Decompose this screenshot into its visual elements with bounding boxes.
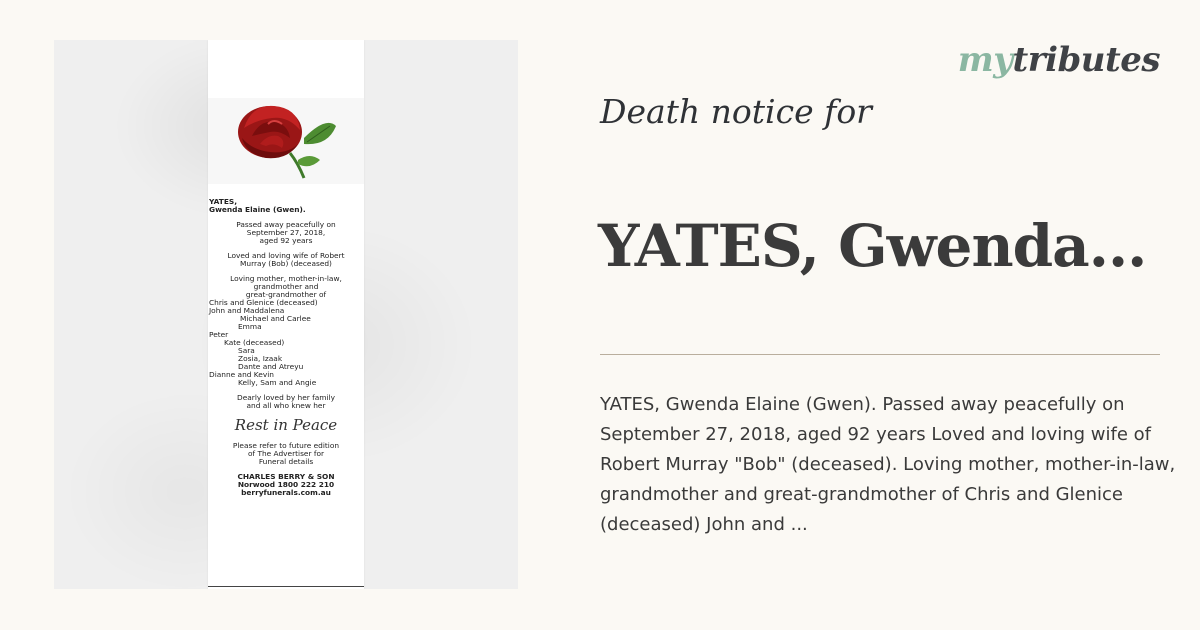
clipping-line: Michael and Carlee [240, 314, 311, 323]
red-rose-icon [208, 98, 364, 184]
logo-my: my [957, 40, 1013, 80]
clipping-text [208, 198, 364, 497]
clipping-line: Dante and Atreyu [238, 362, 304, 371]
clipping-line: Funeral details [258, 457, 314, 466]
funeral-director-phone: Norwood 1800 222 210 [237, 480, 335, 489]
clipping-line: Sara [238, 346, 255, 355]
clipping-line: Passed away peacefully on [236, 220, 336, 229]
clipping-line: and all who knew her [246, 401, 326, 410]
clipping-line: Kelly, Sam and Angie [238, 378, 317, 387]
clipping-line: Loving mother, mother-in-law, [230, 274, 342, 283]
clipping-line: Loved and loving wife of Robert [227, 251, 345, 260]
rest-in-peace: Rest in Peace [234, 416, 338, 434]
clipping-line: aged 92 years [259, 236, 313, 245]
clipping-line: Peter [209, 330, 229, 339]
clipping-line: John and Maddalena [209, 306, 285, 315]
clipping-line: Emma [238, 322, 262, 331]
logo-tributes: tributes [1012, 40, 1160, 80]
clipping-line: Dianne and Kevin [209, 370, 274, 379]
clipping-line: Please refer to future edition [232, 441, 340, 450]
mytributes-logo [958, 40, 1160, 80]
clipping-line: grandmother and [253, 282, 319, 291]
clipping-line: September 27, 2018, [246, 228, 326, 237]
clipping-line: Chris and Glenice (deceased) [209, 298, 318, 307]
funeral-director-site: berryfunerals.com.au [241, 488, 331, 497]
clipping-line: great-grandmother of [245, 290, 327, 299]
notice-image-panel [54, 40, 518, 589]
notice-type-label: Death notice for [600, 92, 872, 131]
clipping-line: Kate (deceased) [224, 338, 285, 347]
divider [600, 354, 1160, 355]
clipping-line: Dearly loved by her family [237, 393, 335, 402]
clipping-surname: YATES, [209, 197, 238, 206]
newspaper-clipping [208, 40, 364, 589]
clipping-line: Murray (Bob) (deceased) [240, 259, 332, 268]
clipping-fullname: Gwenda Elaine (Gwen). [209, 205, 306, 214]
clipping-bottom-rule [208, 586, 364, 587]
deceased-name: YATES, Gwenda... [598, 212, 1147, 280]
funeral-director: CHARLES BERRY & SON [237, 472, 335, 481]
rose-image [208, 98, 364, 184]
notice-excerpt: YATES, Gwenda Elaine (Gwen). Passed away peacefully on September 27, 2018, aged 92 years Loved and loving wife of Robert Murray "Bob" (deceased). Loving mother, mother-in-law, grandmother and great-grandmother of Chris and Glenice (deceased) John and ... [600, 394, 1176, 535]
clipping-line: of The Advertiser for [247, 449, 325, 458]
clipping-line: Zosia, Izaak [238, 354, 283, 363]
